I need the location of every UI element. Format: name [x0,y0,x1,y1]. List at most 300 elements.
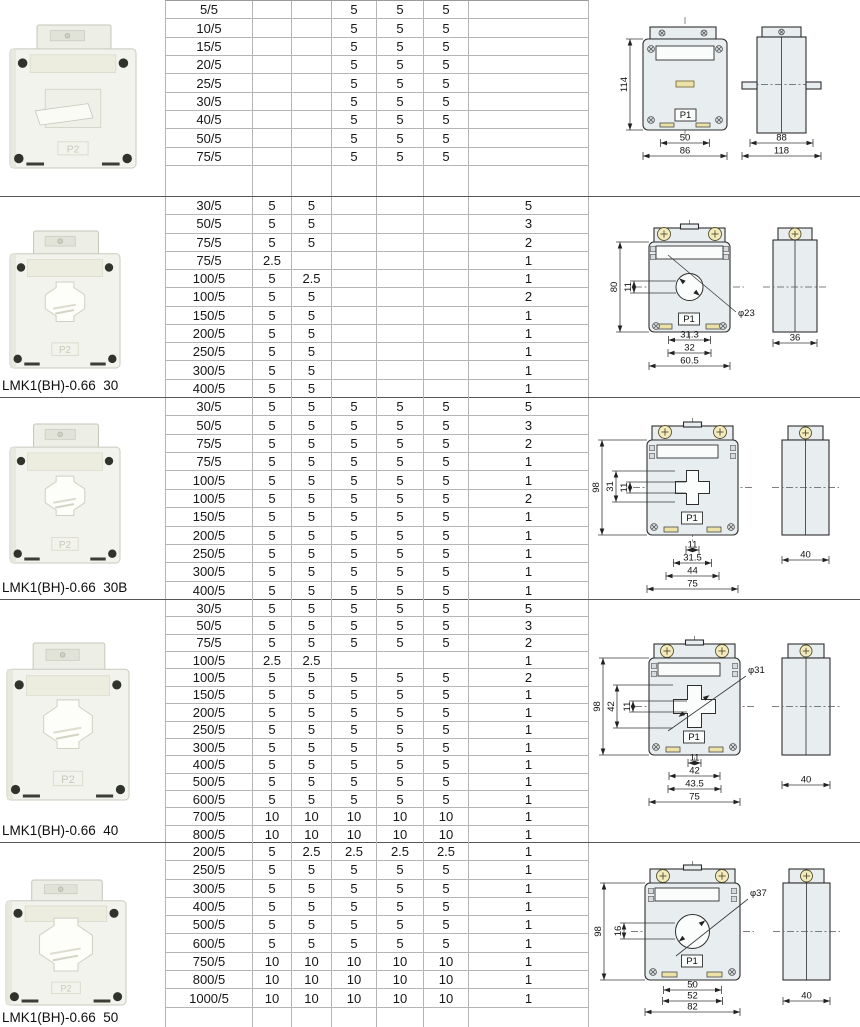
value-cell: 5 [292,916,332,933]
value-cell: 5 [253,916,292,933]
value-cell: 5 [377,93,424,110]
value-cell: 5 [253,617,292,633]
value-cell: 5 [332,880,377,897]
spec-row [166,56,588,74]
value-cell: 5 [424,545,469,562]
value-cell [469,38,588,55]
value-cell: 1 [524,917,533,933]
value-cell: 10 [377,826,424,843]
value-cell: 5 [292,380,332,398]
spec-row [166,234,588,252]
value-cell: 5 [377,600,424,616]
ratio-cell: 100/5 [166,471,253,488]
value-cell: 5 [332,916,377,933]
value-cell [469,93,588,110]
value-cell [253,129,292,146]
value-cell: 2.5 [253,252,292,269]
value-cell [377,288,424,305]
value-cell: 5 [332,1,377,18]
ratio-cell: 100/5 [166,669,253,685]
value-cell: 10 [424,808,469,824]
value-cell: 5 [424,527,469,544]
dimension-label: 75 [689,791,700,803]
dimension-drawing [590,0,860,197]
hole-diameter-label: φ31 [748,665,765,676]
product-section-2 [0,197,860,398]
spec-row [166,756,588,773]
value-cell: 5 [424,1,469,18]
ratio-cell: 1000/5 [166,989,253,1006]
value-cell: 5 [377,756,424,772]
value-cell: 5 [332,490,377,507]
spec-row [166,652,588,669]
spec-row [166,380,588,398]
value-cell: 5 [332,669,377,685]
value-cell [377,197,424,214]
spec-row [166,669,588,686]
value-cell [469,111,588,128]
value-cell: 5 [292,197,332,214]
ratio-cell: 30/5 [166,197,253,214]
value-cell [377,652,424,668]
value-cell: 1 [524,454,533,470]
spec-row [166,215,588,233]
spec-row [166,791,588,808]
product-section-4 [0,600,860,843]
value-cell: 5 [292,471,332,488]
ratio-cell: 20/5 [166,56,253,73]
spec-row [166,93,588,111]
value-cell: 10 [292,989,332,1006]
value-cell: 5 [292,739,332,755]
value-cell: 5 [292,307,332,324]
value-cell: 5 [377,38,424,55]
value-cell: 1 [524,739,533,755]
spec-row [166,953,588,971]
value-cell: 5 [377,453,424,470]
value-cell: 5 [377,704,424,720]
ratio-cell: 200/5 [166,843,253,860]
value-cell [424,252,469,269]
ratio-cell: 200/5 [166,704,253,720]
value-cell: 1 [524,774,533,790]
value-cell: 5 [292,288,332,305]
spec-row [166,916,588,934]
value-cell [332,361,377,378]
value-cell: 10 [377,971,424,988]
value-cell: 5 [332,934,377,951]
value-cell: 10 [332,953,377,970]
value-cell: 5 [292,880,332,897]
ratio-cell: 800/5 [166,826,253,843]
value-cell: 10 [253,989,292,1006]
value-cell: 1 [524,252,533,268]
value-cell: 5 [377,1,424,18]
ratio-cell: 750/5 [166,953,253,970]
spec-row [166,111,588,129]
spec-row [166,74,588,92]
value-cell: 5 [377,687,424,703]
value-cell: 5 [253,669,292,685]
ratio-cell: 5/5 [166,1,253,18]
value-cell: 5 [253,398,292,415]
empty-cell [253,1008,292,1027]
value-cell: 2 [524,435,533,451]
value-cell [292,74,332,91]
ratio-cell: 250/5 [166,722,253,738]
spec-row [166,197,588,215]
p2-marking: P2 [61,773,75,786]
value-cell: 2 [524,234,533,250]
technical-drawing [590,197,860,398]
value-cell [292,93,332,110]
dimension-drawing [590,398,860,600]
value-cell: 5 [292,722,332,738]
spec-row [166,934,588,952]
spec-row [166,545,588,563]
value-cell [253,111,292,128]
p2-marking: P2 [58,539,72,551]
value-cell [332,197,377,214]
dimension-label: 75 [687,578,698,590]
value-cell: 5 [253,307,292,324]
dimension-label: 42 [689,765,700,777]
value-cell [332,288,377,305]
value-cell [424,343,469,360]
spec-row [166,252,588,270]
value-cell [332,234,377,251]
value-cell: 5 [253,756,292,772]
value-cell: 5 [253,416,292,433]
value-cell: 2 [524,670,533,686]
value-cell: 5 [332,898,377,915]
value-cell: 5 [377,774,424,790]
value-cell: 2.5 [377,843,424,860]
ratio-cell: 600/5 [166,934,253,951]
value-cell: 5 [424,861,469,878]
value-cell: 5 [524,600,533,616]
value-cell: 1 [524,899,533,915]
ratio-cell: 100/5 [166,652,253,668]
value-cell: 5 [424,93,469,110]
ratio-cell: 300/5 [166,739,253,755]
value-cell: 5 [332,791,377,807]
value-cell: 5 [332,435,377,452]
spec-table [165,0,589,196]
value-cell [424,361,469,378]
product-photo [8,423,124,565]
value-cell: 3 [524,417,533,433]
value-cell: 1 [524,791,533,807]
value-cell: 5 [424,148,469,165]
ratio-cell: 100/5 [166,490,253,507]
value-cell: 5 [253,361,292,378]
value-cell: 10 [424,971,469,988]
hole-diameter-label: φ37 [750,888,767,899]
value-cell [377,234,424,251]
dimension-label: 82 [687,1001,698,1013]
value-cell: 5 [253,435,292,452]
value-cell: 5 [332,582,377,600]
value-cell: 5 [377,563,424,580]
model-label: LMK1(BH)-0.66 50 [2,1010,119,1025]
value-cell [332,215,377,232]
spec-row [166,739,588,756]
value-cell: 5 [253,197,292,214]
value-cell: 5 [424,774,469,790]
value-cell: 5 [332,453,377,470]
value-cell: 5 [424,74,469,91]
value-cell: 5 [332,111,377,128]
value-cell [424,380,469,398]
product-photo [8,230,124,370]
value-cell: 2.5 [292,270,332,287]
value-cell [424,215,469,232]
dimension-label: 52 [687,990,698,1002]
value-cell: 5 [377,19,424,36]
value-cell: 5 [424,582,469,600]
value-cell: 1 [524,271,533,287]
spec-row [166,453,588,471]
value-cell [469,56,588,73]
value-cell: 5 [253,471,292,488]
value-cell: 1 [524,880,533,896]
spec-row [166,288,588,306]
value-cell: 5 [424,453,469,470]
value-cell: 5 [424,635,469,651]
dimension-label: 31.5 [683,552,702,564]
value-cell [292,129,332,146]
spec-row [166,704,588,721]
spec-row [166,270,588,288]
value-cell: 5 [253,508,292,525]
value-cell: 1 [524,687,533,703]
value-cell: 5 [292,774,332,790]
value-cell: 5 [424,617,469,633]
value-cell: 5 [424,934,469,951]
value-cell: 5 [377,111,424,128]
value-cell: 5 [377,148,424,165]
value-cell [377,361,424,378]
product-section-1 [0,0,860,197]
value-cell: 5 [292,756,332,772]
ratio-cell: 300/5 [166,361,253,378]
value-cell: 5 [292,545,332,562]
value-cell: 1 [524,862,533,878]
value-cell: 1 [524,325,533,341]
product-photo-image [8,24,140,170]
value-cell: 5 [292,563,332,580]
spec-row [166,435,588,453]
dimension-label: 31.3 [680,329,699,341]
value-cell: 2 [524,635,533,651]
value-cell: 5 [377,898,424,915]
spec-row [166,774,588,791]
value-cell: 5 [253,880,292,897]
value-cell: 1 [524,808,533,824]
ratio-cell: 250/5 [166,343,253,360]
hole-diameter-label: φ23 [738,308,755,319]
value-cell: 2 [524,490,533,506]
ratio-cell: 75/5 [166,252,253,269]
value-cell: 5 [292,453,332,470]
value-cell: 5 [292,687,332,703]
value-cell: 10 [292,808,332,824]
value-cell: 5 [253,545,292,562]
value-cell: 5 [332,635,377,651]
value-cell: 5 [424,898,469,915]
dimension-label: 11 [623,282,634,292]
ratio-cell: 150/5 [166,687,253,703]
value-cell: 5 [292,669,332,685]
value-cell: 5 [332,508,377,525]
product-photo [5,642,133,802]
value-cell: 5 [253,774,292,790]
ratio-cell: 100/5 [166,270,253,287]
empty-cell [253,166,292,196]
value-cell [292,1,332,18]
value-cell: 5 [332,861,377,878]
dimension-label: 114 [619,76,630,93]
empty-cell [292,1008,332,1027]
dimension-label: 86 [679,145,691,157]
spec-row [166,861,588,879]
value-cell: 5 [332,774,377,790]
value-cell: 5 [424,490,469,507]
spec-row [166,563,588,581]
value-cell: 5 [524,198,533,214]
value-cell: 1 [524,362,533,378]
value-cell: 10 [253,971,292,988]
value-cell: 5 [253,325,292,342]
technical-drawing [590,600,860,843]
value-cell: 5 [424,791,469,807]
dimension-label: 11 [687,539,698,551]
dimension-label: 32 [684,342,695,354]
ratio-cell: 800/5 [166,971,253,988]
dimension-label: 88 [776,132,787,144]
value-cell: 5 [253,288,292,305]
value-cell: 5 [377,416,424,433]
value-cell: 5 [292,704,332,720]
value-cell [424,270,469,287]
value-cell [332,270,377,287]
value-cell: 5 [332,527,377,544]
p1-marking: P1 [686,956,698,967]
value-cell: 1 [524,953,533,969]
value-cell: 5 [332,687,377,703]
value-cell [424,197,469,214]
value-cell: 5 [377,722,424,738]
empty-cell [469,166,588,196]
value-cell: 5 [292,215,332,232]
value-cell: 5 [253,704,292,720]
ratio-cell: 250/5 [166,861,253,878]
product-section-3 [0,398,860,600]
value-cell: 5 [292,898,332,915]
value-cell: 5 [377,916,424,933]
value-cell: 5 [424,600,469,616]
value-cell [332,307,377,324]
value-cell [469,1,588,18]
dimension-label: 98 [593,926,604,937]
empty-cell [424,166,469,196]
value-cell: 5 [524,399,533,415]
ratio-cell: 400/5 [166,582,253,600]
dimension-label: 50 [679,132,691,144]
value-cell: 1 [524,756,533,772]
value-cell: 5 [424,687,469,703]
spec-row [166,490,588,508]
empty-cell [166,1008,253,1027]
value-cell [424,307,469,324]
value-cell: 5 [424,416,469,433]
value-cell [424,288,469,305]
dimension-drawing [590,843,860,1027]
dimension-label: 98 [591,482,602,493]
value-cell: 5 [253,453,292,470]
spec-row [166,898,588,916]
value-cell: 5 [424,435,469,452]
value-cell: 5 [253,215,292,232]
value-cell: 5 [424,111,469,128]
value-cell: 5 [424,129,469,146]
value-cell: 5 [253,563,292,580]
value-cell [332,325,377,342]
value-cell: 3 [524,618,533,634]
value-cell [253,74,292,91]
value-cell: 5 [292,398,332,415]
value-cell: 5 [332,617,377,633]
ratio-cell: 75/5 [166,148,253,165]
value-cell: 5 [377,490,424,507]
spec-row [166,808,588,825]
value-cell [469,19,588,36]
value-cell: 1 [524,546,533,562]
value-cell: 5 [424,880,469,897]
value-cell: 5 [253,791,292,807]
value-cell: 10 [292,826,332,843]
value-cell [253,148,292,165]
value-cell [377,215,424,232]
empty-cell [377,1008,424,1027]
value-cell: 3 [524,216,533,232]
value-cell [377,270,424,287]
ratio-cell: 25/5 [166,74,253,91]
value-cell [332,343,377,360]
ratio-cell: 30/5 [166,600,253,616]
value-cell: 5 [253,380,292,398]
dimension-label: 11 [689,752,700,764]
product-photo-image [5,642,133,802]
value-cell: 5 [424,756,469,772]
value-cell: 1 [524,935,533,951]
empty-cell [332,166,377,196]
value-cell: 1 [524,527,533,543]
value-cell: 5 [253,687,292,703]
dimension-label: 60.5 [680,355,699,367]
spec-table [165,600,589,842]
value-cell [469,74,588,91]
value-cell: 10 [377,989,424,1006]
value-cell: 5 [377,669,424,685]
value-cell: 5 [292,325,332,342]
value-cell: 10 [332,808,377,824]
technical-drawing [590,398,860,600]
empty-cell [377,166,424,196]
ratio-cell: 300/5 [166,563,253,580]
ratio-cell: 30/5 [166,398,253,415]
